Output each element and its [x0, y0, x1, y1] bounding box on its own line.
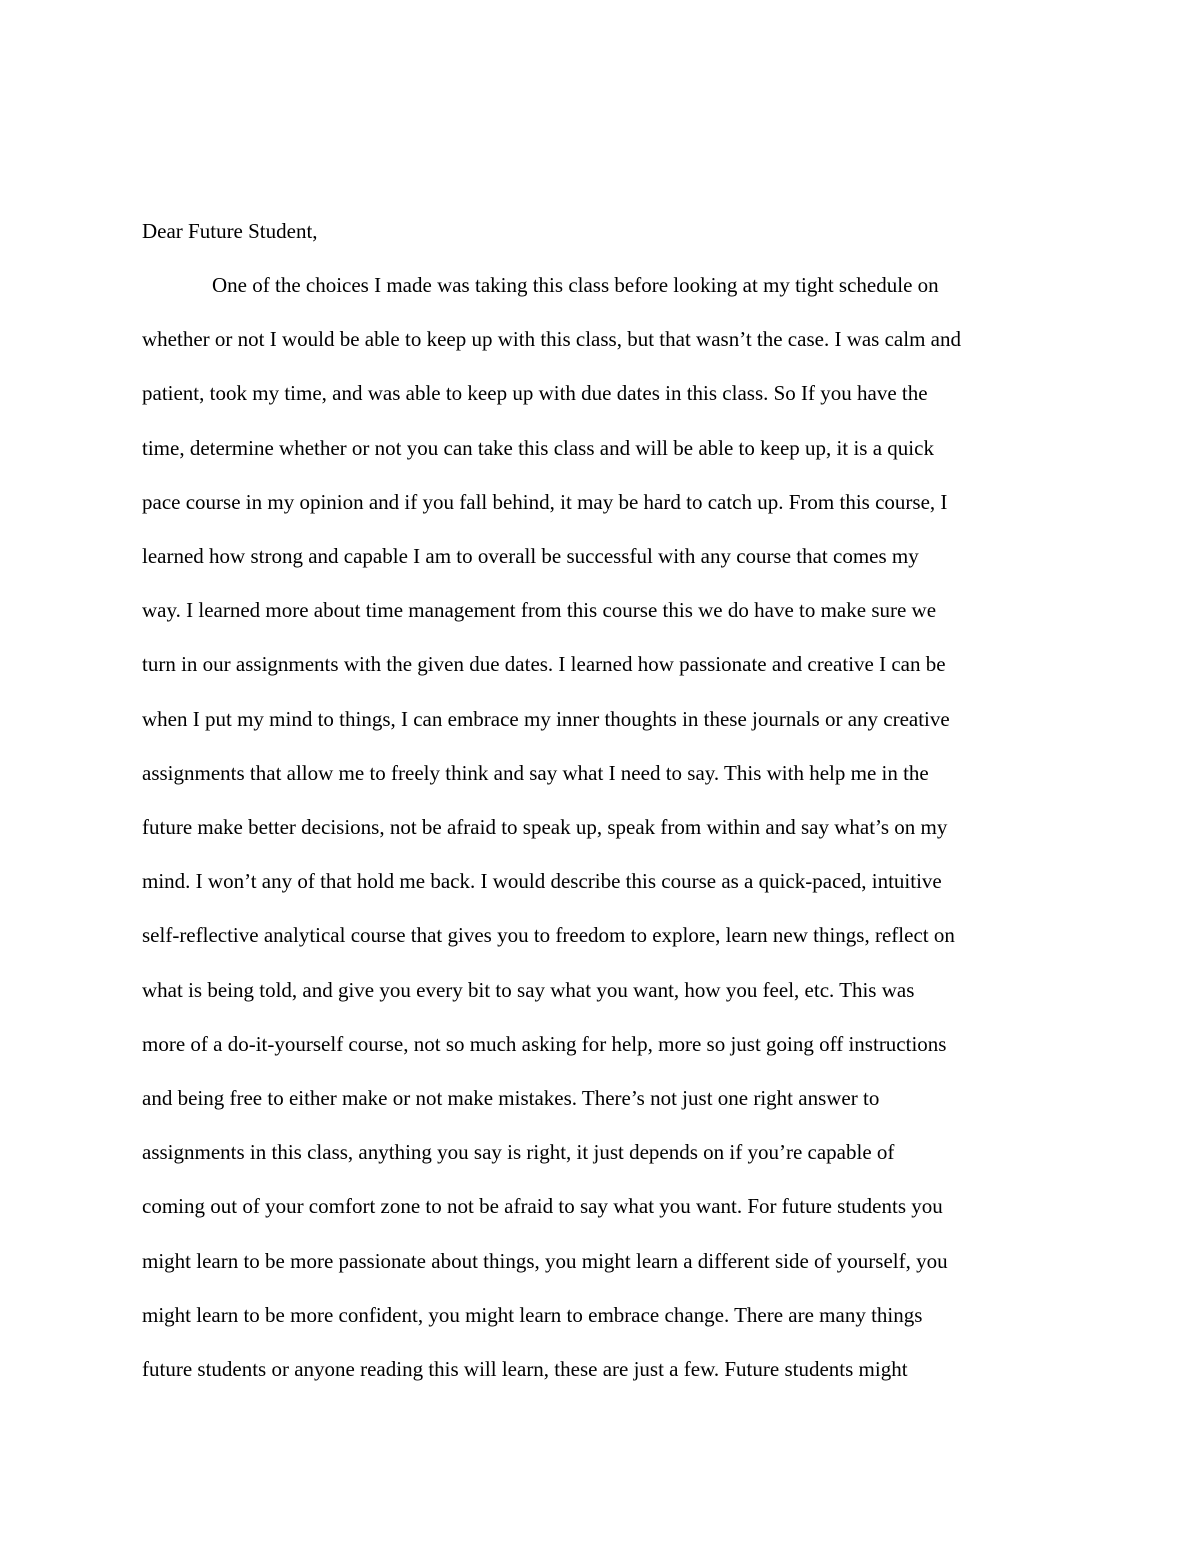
- body-line: assignments in this class, anything you say is right, it just depends on if you’re capable of: [142, 1140, 895, 1164]
- body-line: assignments that allow me to freely think and say what I need to say. This with help me in the: [142, 761, 929, 785]
- body-line: turn in our assignments with the given due dates. I learned how passionate and creative I can be: [142, 652, 946, 676]
- body-line: might learn to be more confident, you might learn to embrace change. There are many things: [142, 1303, 923, 1327]
- body-line: learned how strong and capable I am to overall be successful with any course that comes my: [142, 544, 919, 568]
- body-line: might learn to be more passionate about things, you might learn a different side of yourself, you: [142, 1249, 948, 1273]
- salutation: Dear Future Student,: [142, 219, 318, 243]
- body-line: One of the choices I made was taking this class before looking at my tight schedule on: [212, 273, 939, 297]
- body-line: mind. I won’t any of that hold me back. I would describe this course as a quick-paced, intuitive: [142, 869, 942, 893]
- body-line: pace course in my opinion and if you fall behind, it may be hard to catch up. From this course, I: [142, 490, 948, 514]
- body-line: way. I learned more about time management from this course this we do have to make sure we: [142, 598, 937, 622]
- body-line: whether or not I would be able to keep up with this class, but that wasn’t the case. I was calm and: [142, 327, 961, 351]
- body-line: future make better decisions, not be afraid to speak up, speak from within and say what’s on my: [142, 815, 948, 839]
- body-line: time, determine whether or not you can take this class and will be able to keep up, it is a quick: [142, 436, 934, 460]
- body-line: patient, took my time, and was able to keep up with due dates in this class. So If you have the: [142, 381, 928, 405]
- body-line: when I put my mind to things, I can embrace my inner thoughts in these journals or any creative: [142, 707, 950, 731]
- body-line: coming out of your comfort zone to not be afraid to say what you want. For future students you: [142, 1194, 943, 1218]
- body-line: and being free to either make or not make mistakes. There’s not just one right answer to: [142, 1086, 880, 1110]
- body-line: future students or anyone reading this will learn, these are just a few. Future students might: [142, 1357, 908, 1381]
- body-line: more of a do-it-yourself course, not so much asking for help, more so just going off instructions: [142, 1032, 947, 1056]
- body-line: self-reflective analytical course that gives you to freedom to explore, learn new things, reflect on: [142, 923, 955, 947]
- body-line: what is being told, and give you every bit to say what you want, how you feel, etc. This was: [142, 978, 915, 1002]
